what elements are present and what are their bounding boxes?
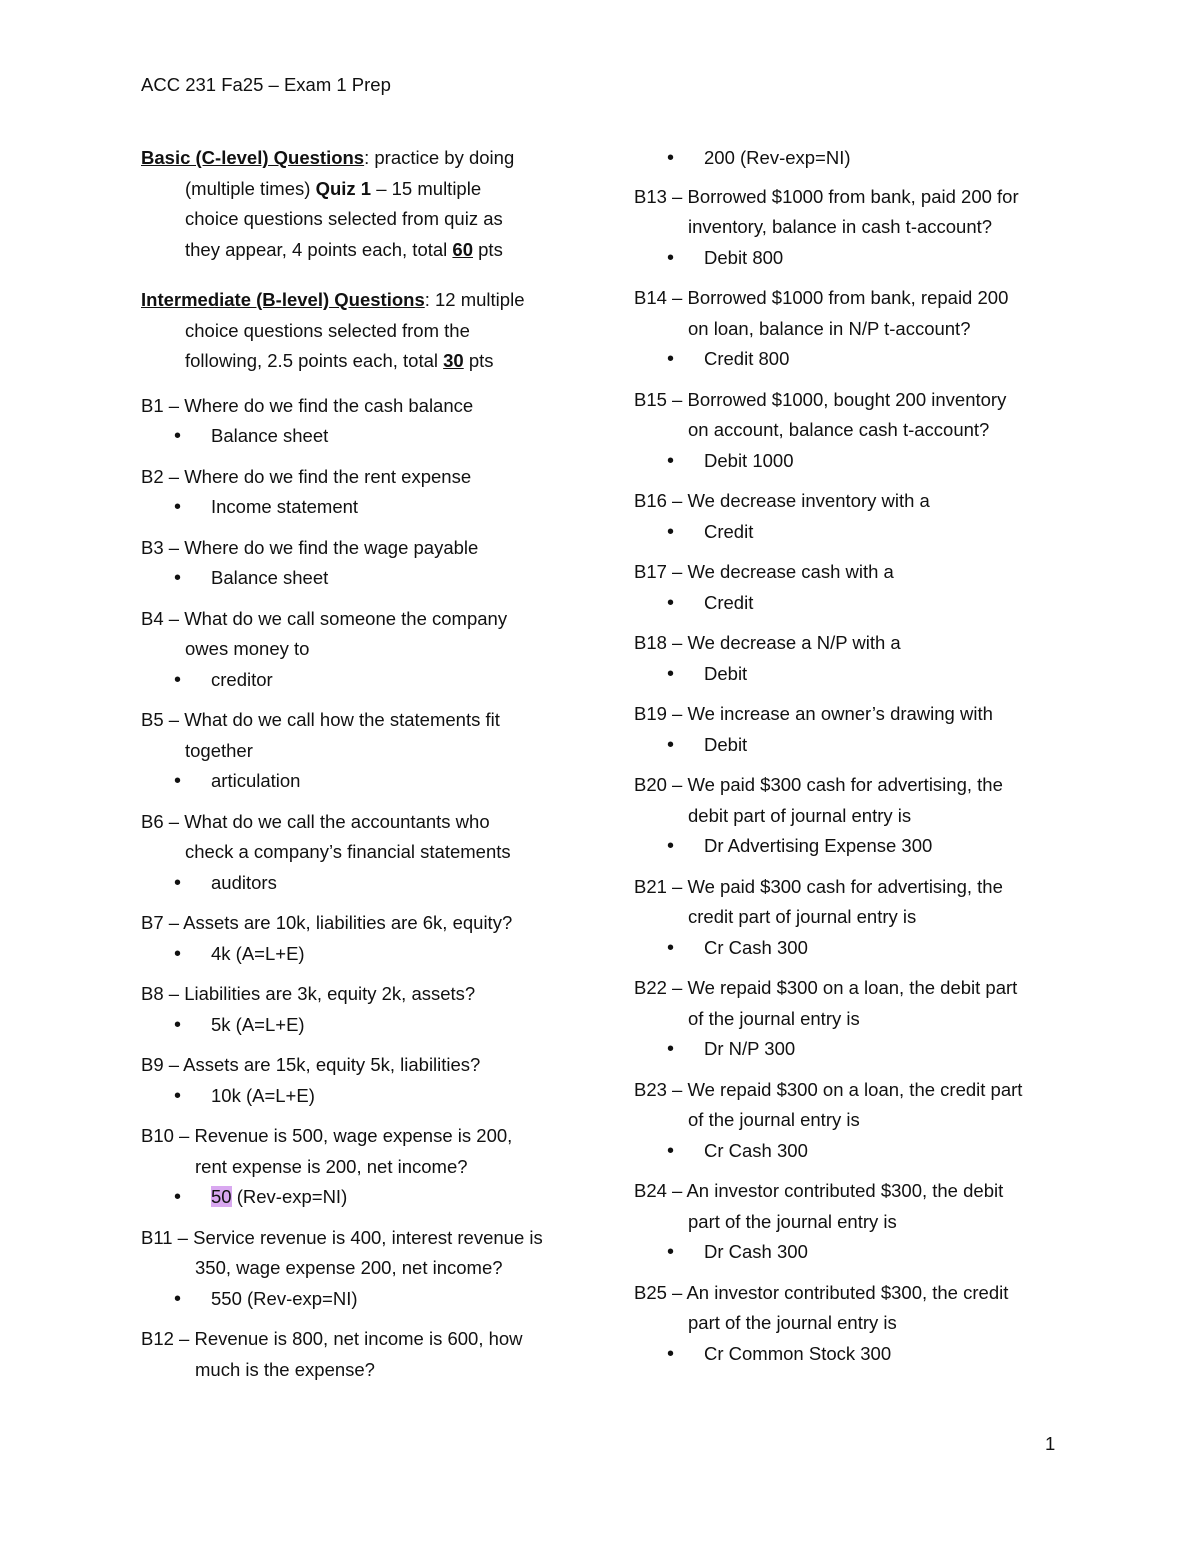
answer: • Dr Advertising Expense 300 bbox=[634, 831, 1064, 862]
answer: • Debit bbox=[634, 659, 1064, 690]
question-item bbox=[141, 1050, 581, 1111]
question-item bbox=[141, 705, 581, 797]
answer: • Dr N/P 300 bbox=[634, 1034, 1064, 1065]
question-text: B16 – We decrease inventory with a bbox=[634, 490, 930, 511]
page-number: 1 bbox=[1045, 1433, 1056, 1454]
answer: • Debit bbox=[634, 730, 1064, 761]
question-text-continued: part of the journal entry is bbox=[688, 1210, 897, 1232]
answer: • Dr Cash 300 bbox=[634, 1237, 1064, 1268]
question-item bbox=[634, 385, 1064, 477]
question-text: B2 – Where do we find the rent expense bbox=[141, 465, 472, 487]
question-item bbox=[634, 1278, 1064, 1370]
question-item bbox=[141, 604, 581, 696]
question-item bbox=[634, 973, 1064, 1065]
question-item bbox=[141, 462, 581, 523]
answer: • Cr Cash 300 bbox=[634, 1136, 1064, 1167]
question-text: B7 – Assets are 10k, liabilities are 6k, equity? bbox=[141, 912, 513, 933]
answer: • 550 (Rev-exp=NI) bbox=[141, 1284, 581, 1315]
question-item bbox=[634, 283, 1064, 375]
question-text: B25 – An investor contributed $300, the credit bbox=[634, 1281, 1009, 1303]
question-item bbox=[634, 770, 1064, 862]
answer: • 10k (A=L+E) bbox=[141, 1081, 581, 1112]
answer: • Debit 800 bbox=[634, 243, 1064, 274]
answer: • 5k (A=L+E) bbox=[141, 1010, 581, 1041]
question-text: B4 – What do we call someone the company bbox=[141, 607, 508, 629]
question-text: B24 – An investor contributed $300, the debit bbox=[634, 1180, 1004, 1201]
right-question-list bbox=[634, 182, 1064, 1370]
question-text: B15 – Borrowed $1000, bought 200 inventory bbox=[634, 388, 1007, 410]
question-text: B9 – Assets are 15k, equity 5k, liabilities? bbox=[141, 1054, 481, 1075]
question-text: B19 – We increase an owner’s drawing with bbox=[634, 703, 993, 724]
page-header: ACC 231 Fa25 – Exam 1 Prep bbox=[141, 74, 391, 95]
question-text-continued: on loan, balance in N/P t-account? bbox=[688, 317, 971, 339]
question-text-continued: on account, balance cash t-account? bbox=[688, 419, 990, 440]
question-text: B22 – We repaid $300 on a loan, the debit part bbox=[634, 977, 1018, 998]
question-text-continued: credit part of journal entry is bbox=[688, 906, 917, 927]
question-item bbox=[634, 628, 1064, 689]
answer: • Balance sheet bbox=[141, 421, 581, 452]
basic-section: Basic (C-level) Questions: practice by doing (multiple times) Quiz 1 – 15 multiple choice questions selected from quiz as they appear, 4 points each, total 60 pts bbox=[141, 147, 515, 260]
answer: • Credit bbox=[634, 517, 1064, 548]
question-text: B1 – Where do we find the cash balance bbox=[141, 394, 474, 416]
answer: • 50 (Rev-exp=NI) bbox=[141, 1182, 581, 1213]
intermediate-section: Intermediate (B-level) Questions: 12 multiple choice questions selected from the following, 2.5 points each, total 30 pts bbox=[141, 289, 525, 371]
answer: • auditors bbox=[141, 868, 581, 899]
answer: • articulation bbox=[141, 766, 581, 797]
answer: • Cr Cash 300 bbox=[634, 933, 1064, 964]
question-text: B21 – We paid $300 cash for advertising, the bbox=[634, 875, 1003, 897]
highlighted-answer: 50 bbox=[211, 1186, 232, 1207]
answer: • Debit 1000 bbox=[634, 446, 1064, 477]
question-item bbox=[141, 807, 581, 899]
question-item bbox=[141, 533, 581, 594]
answer: • creditor bbox=[141, 665, 581, 696]
question-text: B14 – Borrowed $1000 from bank, repaid 200 bbox=[634, 287, 1009, 308]
question-item bbox=[634, 182, 1064, 274]
question-text: B13 – Borrowed $1000 from bank, paid 200 for bbox=[634, 185, 1019, 207]
question-text-continued: inventory, balance in cash t-account? bbox=[688, 216, 993, 237]
question-text: B6 – What do we call the accountants who bbox=[141, 810, 490, 832]
question-text-continued: together bbox=[185, 739, 253, 761]
answer: • Cr Common Stock 300 bbox=[634, 1339, 1064, 1370]
answer: • 200 (Rev-exp=NI) bbox=[634, 143, 1064, 174]
question-text-continued: owes money to bbox=[185, 638, 310, 659]
question-text-continued: debit part of journal entry is bbox=[688, 804, 912, 826]
question-text-continued: of the journal entry is bbox=[688, 1109, 860, 1130]
question-b12-answer bbox=[634, 143, 1064, 174]
question-item bbox=[141, 979, 581, 1040]
answer: • 4k (A=L+E) bbox=[141, 939, 581, 970]
question-text: B5 – What do we call how the statements fit bbox=[141, 709, 500, 730]
question-text: B23 – We repaid $300 on a loan, the credit part bbox=[634, 1078, 1023, 1100]
left-column bbox=[141, 143, 581, 1395]
question-item bbox=[634, 872, 1064, 964]
question-text: B3 – Where do we find the wage payable bbox=[141, 536, 479, 558]
left-question-list bbox=[141, 391, 581, 1112]
basic-heading: Basic (C-level) Questions bbox=[141, 147, 365, 168]
question-text: B8 – Liabilities are 3k, equity 2k, assets? bbox=[141, 983, 476, 1004]
intermediate-heading: Intermediate (B-level) Questions bbox=[141, 289, 425, 310]
question-text-continued: of the journal entry is bbox=[688, 1007, 860, 1029]
question-text: B18 – We decrease a N/P with a bbox=[634, 632, 901, 653]
question-b12: B12 – Revenue is 800, net income is 600, how much is the expense? bbox=[141, 1328, 523, 1380]
question-item bbox=[634, 1075, 1064, 1167]
question-item bbox=[634, 486, 1064, 547]
question-item bbox=[141, 908, 581, 969]
question-text: B20 – We paid $300 cash for advertising, the bbox=[634, 774, 1003, 795]
question-item bbox=[634, 1176, 1064, 1268]
question-b10: B10 – Revenue is 500, wage expense is 200, rent expense is 200, net income? • 50 (Rev-exp=NI) bbox=[141, 1121, 581, 1213]
answer: • Income statement bbox=[141, 492, 581, 523]
question-text-continued: check a company’s financial statements bbox=[185, 841, 511, 862]
question-item bbox=[634, 557, 1064, 618]
answer: • Credit 800 bbox=[634, 344, 1064, 375]
question-b11: B11 – Service revenue is 400, interest revenue is 350, wage expense 200, net income? • 550 (Rev-exp=NI) bbox=[141, 1223, 581, 1315]
question-item bbox=[634, 699, 1064, 760]
question-item bbox=[141, 391, 581, 452]
answer: • Credit bbox=[634, 588, 1064, 619]
right-column bbox=[634, 143, 1064, 1379]
answer: • Balance sheet bbox=[141, 563, 581, 594]
question-text-continued: part of the journal entry is bbox=[688, 1312, 897, 1333]
question-text: B17 – We decrease cash with a bbox=[634, 561, 894, 582]
